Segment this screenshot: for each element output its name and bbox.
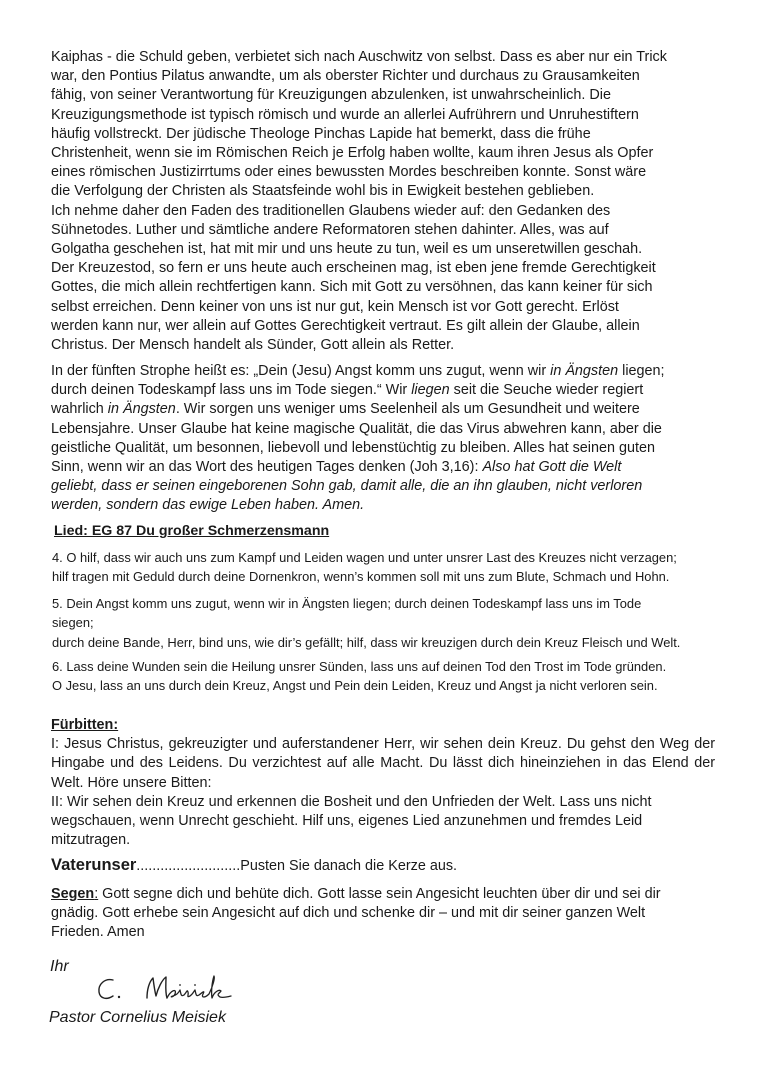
bible-quote: geliebt, dass er seinen eingeborenen Sohn gab, damit alle, die an ihn glauben, nicht verloren <box>51 478 643 495</box>
verse-4 <box>52 548 742 587</box>
text-line: Christenheit, wenn sie im Römischen Reich je Erfolg haben wollte, kaum ihren Jesus als Opfer <box>51 145 654 162</box>
verse-line: siegen; <box>52 615 94 631</box>
text-run: seit die Seuche wieder regiert <box>449 382 644 399</box>
bible-quote: werden, sondern das ewige Leben haben. Amen. <box>51 497 365 514</box>
text-line: Gottes, die mich allein rechtfertigen kann. Sich mit Gott zu versöhnen, das kann keiner für sich <box>51 279 653 296</box>
verse-line: durch deine Bande, Herr, bind uns, wie dir’s gefällt; hilf, dass wir kreuzigen durch dein Kreuz Fleisch und Welt. <box>52 634 681 650</box>
text-line: mitzutragen. <box>51 832 131 849</box>
emphasis: in Ängsten <box>107 401 176 418</box>
text-run: Sinn, wenn wir an das Wort des heutigen Tages denken (Joh 3,16): <box>51 459 483 476</box>
text-line <box>51 362 715 381</box>
handwritten-signature <box>95 970 245 1008</box>
verse-6 <box>52 657 742 696</box>
verse-line: hilf tragen mit Geduld durch deine Dornenkron, wenn’s kommen soll mit uns zum Blute, Schmach und Hohn. <box>52 569 670 585</box>
emphasis: in Ängsten <box>550 363 619 379</box>
text-line: Kreuzigungsmethode ist typisch römisch und wurde an allerlei Aufrührern und Unruhestiftern <box>51 106 639 123</box>
vaterunser-label: Vaterunser <box>51 856 137 874</box>
fuerbitten-heading: Fürbitten: <box>51 717 119 733</box>
text-run: Gott segne dich und behüte dich. Gott lasse sein Angesicht leuchten über dir und sei dir <box>98 886 661 902</box>
text-line: war, den Pontius Pilatus anwandte, um als oberster Richter und durchaus zu Grausamkeiten <box>51 68 640 85</box>
text-line: gnädig. Gott erhebe sein Angesicht auf dich und schenke dir – und mit dir seiner ganzen Welt <box>51 905 646 922</box>
text-run: durch deinen Todeskampf lass uns im Tode siegen.“ Wir <box>51 382 412 399</box>
pastor-name: Pastor Cornelius Meisiek <box>49 1009 226 1026</box>
text-line: Kaiphas - die Schuld geben, verbietet sich nach Auschwitz von selbst. Dass es aber nur ein Trick <box>51 49 667 65</box>
text-line: geistliche Qualität, um besonnen, liebevoll und lebenstüchtig zu bleiben. Alles hat seinen guten <box>51 439 656 456</box>
text-line: Lebensjahre. Unser Glaube hat keine magische Qualität, die das Virus abwehren kann, aber die <box>51 420 662 437</box>
closing-ihr: Ihr <box>50 958 69 975</box>
verse-5 <box>52 594 742 652</box>
text-line: fähig, von seiner Verantwortung für Kreuzigungen abzulenken, ist unwahrscheinlich. Die <box>51 87 611 104</box>
text-line: II: Wir sehen dein Kreuz und erkennen die Bosheit und den Unfrieden der Welt. Lass uns nicht <box>51 793 652 810</box>
dot-leader: .......................... <box>136 858 241 874</box>
text-run: wahrlich <box>51 401 108 418</box>
text-line: wegschauen, wenn Unrecht geschieht. Hilf uns, eigenes Lied anzunehmen und fremdes Leid <box>51 813 643 830</box>
text-line: die Verfolgung der Christen als Staatsfeinde wohl bis in Ewigkeit bestehen geblieben. <box>51 183 595 200</box>
text-line <box>51 477 715 496</box>
text-line: Christus. Der Mensch handelt als Sünder, Gott allein als Retter. <box>51 337 455 354</box>
text-run: liegen; <box>618 363 665 379</box>
text-run: In der fünften Strophe heißt es: „Dein (Jesu) Angst komm uns zugut, wenn wir <box>51 363 551 379</box>
text-line <box>51 496 715 515</box>
bible-quote: Also hat Gott die Welt <box>482 459 622 476</box>
emphasis: liegen <box>411 382 450 399</box>
text-line: selbst erreichen. Denn keiner von uns ist nur gut, kein Mensch ist vor Gott gerecht. Erlöst <box>51 298 619 315</box>
text-line <box>51 400 715 419</box>
text-line <box>51 381 715 400</box>
text-line: häufig vollstreckt. Der jüdische Theologe Pinchas Lapide hat bemerkt, dass die frühe <box>51 125 591 142</box>
strophe-paragraph <box>51 362 715 516</box>
verse-line: 4. O hilf, dass wir auch uns zum Kampf und Leiden wagen und unter unsrer Last des Kreuzes nicht verzagen; <box>52 550 677 565</box>
text-line: Golgatha geschehen ist, hat mit mir und uns heute zu tun, weil es um unseretwillen geschah. <box>51 241 643 258</box>
text-line: Der Kreuzestod, so fern er uns heute auch erscheinen mag, ist eben jene fremde Gerechtigkeit <box>51 260 656 277</box>
intro-paragraph <box>51 48 715 355</box>
fuerbitten-part-1: I: Jesus Christus, gekreuzigter und auferstandener Herr, wir sehen dein Kreuz. Du gehst den Weg der Hingabe und des Leidens. Du verzichtest auf alle Macht. Du lässt dich hineinziehen in das Elend der Welt. Höre unsere Bitten: <box>51 736 715 791</box>
text-line: Ich nehme daher den Faden des traditionellen Glaubens wieder auf: den Gedanken des <box>51 202 611 219</box>
segen-section <box>51 885 715 943</box>
segen-colon: : <box>94 886 99 902</box>
vaterunser-line <box>51 856 457 875</box>
text-run: . Wir sorgen uns weniger ums Seelenheil als um Gesundheit und weitere <box>175 401 640 418</box>
text-line: Sühnetodes. Luther und sämtliche andere Reformatoren stehen dahinter. Alles, was auf <box>51 221 609 238</box>
text-line: werden kann nur, wer allein auf Gottes Gerechtigkeit vertraut. Es gilt allein der Glaube, allein <box>51 317 640 334</box>
verse-line: 6. Lass deine Wunden sein die Heilung unsrer Sünden, lass uns auf deinen Tod den Trost im Tode gründen. <box>52 659 667 674</box>
lied-heading: Lied: EG 87 Du großer Schmerzensmann <box>54 523 330 539</box>
verse-line: 5. Dein Angst komm uns zugut, wenn wir in Ängsten liegen; durch deinen Todeskampf lass uns im Tode <box>52 596 642 611</box>
text-line: Frieden. Amen <box>51 924 145 941</box>
fuerbitten-section <box>51 716 715 850</box>
segen-label: Segen <box>51 886 95 902</box>
text-line: eines römischen Justizirrtums oder eines bewussten Mordes beschreiben konnte. Sonst wäre <box>51 164 647 181</box>
text-line <box>51 885 715 904</box>
verse-line: O Jesu, lass an uns durch dein Kreuz, Angst und Pein dein Leiden, Kreuz und Angst ja nicht verloren sein. <box>52 678 658 694</box>
text-line <box>51 458 715 477</box>
vaterunser-instruction: Pusten Sie danach die Kerze aus. <box>240 858 458 874</box>
